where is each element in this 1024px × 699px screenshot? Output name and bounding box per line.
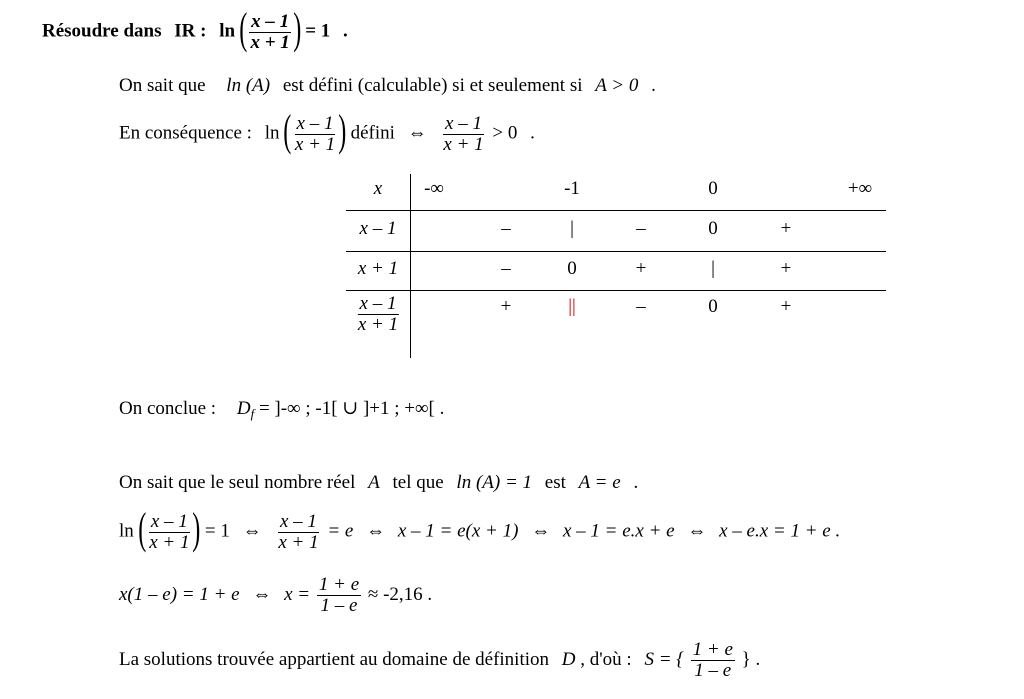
row-label-x-minus-1: x – 1 [359, 218, 397, 239]
solving-steps-line: ln ( $\frac{x - 1}{x + 1}$ ) = 1 ⇔ $\frac{x - 1}{x + 1}$ = e ⇔ x – 1 = e(x + 1) ⇔ x – 1 = e.x + e ⇔ x – e.x = 1 + e . [119, 504, 841, 553]
sign-cell: – [501, 218, 511, 239]
sign-cell: + [635, 258, 647, 279]
consequence-line: En conséquence : ln ( $\frac{x - 1}{x + 1}$ ) défini ⇔ $\frac{x - 1}{x + 1}$ > 0 . [119, 106, 535, 155]
solution-value-line: x(1 – e) = 1 + e ⇔ x = $\frac{1 + e}{1 - e}$ ≈ -2,16 . [119, 574, 433, 616]
table-divider [346, 251, 886, 252]
header-minus-one: -1 [564, 178, 580, 199]
ln-equals-one-fact: On sait que le seul nombre réel A tel que ln (A) = 1 est A = e . [119, 472, 639, 493]
header-zero: 0 [708, 178, 718, 199]
table-divider [346, 290, 886, 291]
sign-cell: | [570, 218, 574, 239]
row-label-x-plus-1: x + 1 [357, 258, 399, 279]
sign-cell: 0 [567, 258, 577, 279]
sign-cell: – [636, 296, 646, 317]
domain-conclusion: On conclue : $D_f$ = ]-∞ ; -1[ ∪ ]+1 ; +∞[ . [119, 398, 445, 421]
table-vertical-divider [410, 174, 411, 358]
sign-cell: + [500, 296, 512, 317]
fraction-parenthesized: ( $\frac{x - 1}{x + 1}$ ) [239, 4, 302, 53]
sign-cell: 0 [708, 218, 718, 239]
sign-cell: – [636, 218, 646, 239]
header-minus-infinity: -∞ [424, 178, 444, 199]
sign-cell: + [780, 296, 792, 317]
table-divider [346, 210, 886, 211]
forbidden-value-marker: || [568, 296, 576, 317]
sign-cell: + [780, 258, 792, 279]
problem-statement: Résoudre dans IR : ln ( $\frac{x - 1}{x + 1}$ ) = 1 . [42, 4, 348, 53]
sign-table [346, 172, 886, 358]
sign-cell: | [711, 258, 715, 279]
sign-cell: – [501, 258, 511, 279]
header-plus-infinity: +∞ [847, 178, 873, 199]
solution-set-line: La solutions trouvée appartient au domaine de définition D , d'où : S = { $\frac{1 + e}{1 - e}$ } . [119, 639, 761, 681]
sign-cell: 0 [708, 296, 718, 317]
real-numbers-symbol: IR [174, 20, 196, 42]
header-x: x [373, 178, 383, 199]
sign-cell: + [780, 218, 792, 239]
definition-condition-line: On sait que ln (A) est défini (calculable) si et seulement si A > 0 . [119, 75, 656, 96]
row-label-quotient: $\frac{x - 1}{x + 1}$ [357, 293, 399, 335]
